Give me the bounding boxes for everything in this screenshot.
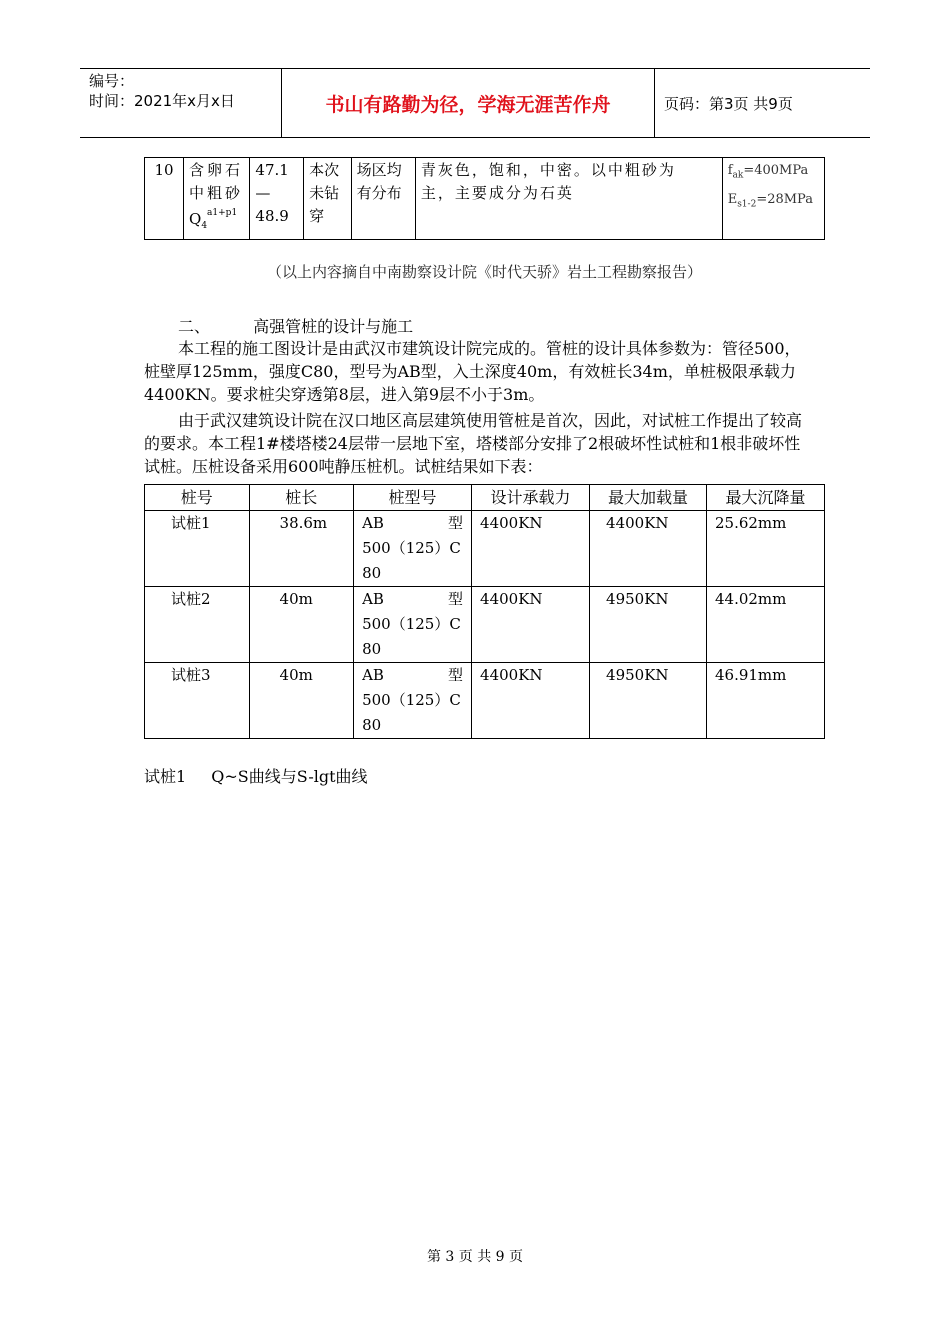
number-label: 编号： [89, 72, 135, 90]
paragraph: 由于武汉建筑设计院在汉口地区高层建筑使用管桩是首次，因此，对试桩工作提出了较高的要求。本工程1#楼塔楼24层带一层地下室，塔楼部分安排了2根破坏性试桩和1根非破坏性试桩。压桩设备采用600吨静压桩机。试桩结果如下表： [144, 411, 803, 476]
max-settlement: 46.91mm [706, 663, 824, 739]
column-header: 桩长 [249, 485, 354, 511]
section-title: 高强管桩的设计与施工 [253, 317, 414, 336]
soil-layer-table [144, 157, 825, 240]
caption-label: 试桩1 [144, 767, 187, 786]
pile-type: AB 型 500（125）C 80 [354, 587, 472, 663]
page-header [80, 68, 870, 138]
max-load: 4950KN [590, 587, 707, 663]
pile-id: 试桩1 [145, 511, 250, 587]
page-footer: 第 3 页 共 9 页 [426, 1249, 524, 1265]
header-motto: 书山有路勤为径，学海无涯苦作舟 [325, 93, 611, 116]
figure-caption [144, 764, 368, 787]
pile-test-table [144, 484, 825, 739]
design-capacity: 4400KN [472, 587, 590, 663]
pile-id: 试桩3 [145, 663, 250, 739]
layer-name: 含卵石 中粗砂 $Q_4^{a1+p1}$ [184, 158, 250, 240]
pile-type: AB 型 500（125）C 80 [354, 663, 472, 739]
section-number: 二、 [178, 317, 211, 336]
pile-length: 38.6m [249, 511, 354, 587]
max-settlement: 25.62mm [706, 511, 824, 587]
table-header-row [145, 485, 825, 511]
pile-length: 40m [249, 587, 354, 663]
header-meta [89, 71, 235, 111]
design-capacity: 4400KN [472, 511, 590, 587]
header-page-label: 页码：第3页 共9页 [664, 95, 793, 113]
layer-distribution: 场区均 有分布 [351, 158, 415, 240]
column-header: 桩型号 [354, 485, 472, 511]
pile-id: 试桩2 [145, 587, 250, 663]
param-es: $E_{s1-2}=28MPa$ [727, 191, 813, 210]
param-fak: $f_{ak}=400MPa$ [727, 163, 809, 181]
max-load: 4950KN [590, 663, 707, 739]
max-settlement: 44.02mm [706, 587, 824, 663]
column-header: 最大沉降量 [706, 485, 824, 511]
column-header: 最大加载量 [590, 485, 707, 511]
column-header: 设计承载力 [472, 485, 590, 511]
layer-thickness: 本次 未钻 穿 [304, 158, 351, 240]
paragraph: 本工程的施工图设计是由武汉市建筑设计院完成的。管桩的设计具体参数为：管径500，桩壁厚125mm，强度C80，型号为AB型，入土深度40m，有效桩长34m，单桩极限承载力4400KN。要求桩尖穿透第8层，进入第9层不小于3m。 [144, 339, 801, 404]
max-load: 4400KN [590, 511, 707, 587]
layer-number: 10 [145, 158, 184, 240]
header-divider [654, 69, 655, 137]
layer-symbol: $Q_4^{a1+p1}$ [189, 208, 238, 231]
pile-length: 40m [249, 663, 354, 739]
date-label: 时间：2021年x月x日 [89, 92, 235, 110]
caption-text: Q~S曲线与S-lgt曲线 [211, 767, 368, 786]
design-capacity: 4400KN [472, 663, 590, 739]
table-row [145, 663, 825, 739]
body-text [144, 337, 809, 478]
table-row [145, 587, 825, 663]
section-heading [178, 314, 413, 337]
layer-parameters [722, 158, 824, 240]
table-row [145, 158, 825, 240]
pile-type: AB 型 500（125）C 80 [354, 511, 472, 587]
layer-description: 青灰色，饱和，中密。以中粗砂为 主，主要成分为石英 [415, 158, 722, 240]
layer-depth: 47.1 — 48.9 [250, 158, 304, 240]
table-row [145, 511, 825, 587]
column-header: 桩号 [145, 485, 250, 511]
source-note: （以上内容摘自中南勘察设计院《时代天骄》岩土工程勘察报告） [266, 263, 702, 281]
